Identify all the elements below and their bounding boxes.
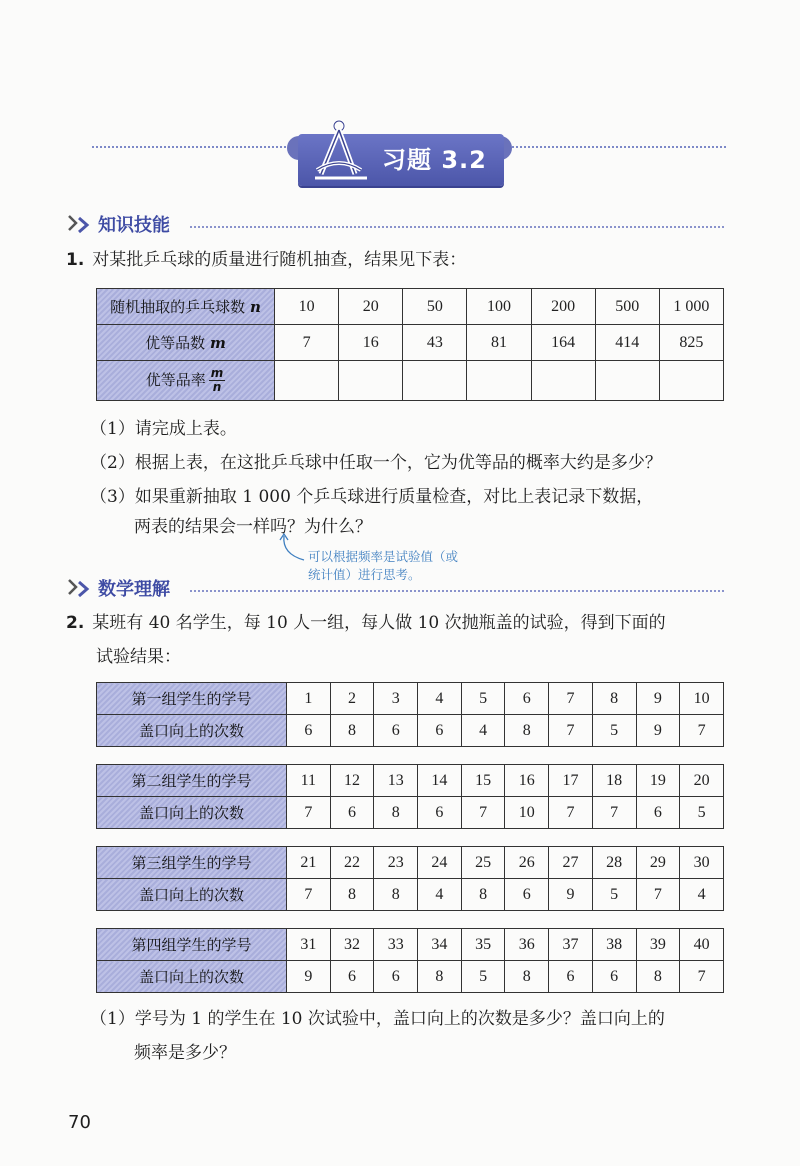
table-cell: 5 bbox=[680, 797, 724, 829]
row-header: 盖口向上的次数 bbox=[97, 961, 287, 993]
table-cell: 6 bbox=[374, 715, 418, 747]
table-cell: 4 bbox=[461, 715, 505, 747]
table-row bbox=[97, 797, 724, 829]
row-header: 第一组学生的学号 bbox=[97, 683, 287, 715]
table-cell: 8 bbox=[418, 961, 462, 993]
table-row bbox=[97, 325, 724, 361]
table-cell: 3 bbox=[374, 683, 418, 715]
table-cell: 6 bbox=[330, 961, 374, 993]
hint-note bbox=[308, 548, 518, 584]
table-cell: 414 bbox=[595, 325, 659, 361]
table-cell: 5 bbox=[461, 683, 505, 715]
chevron-right-icon bbox=[66, 213, 96, 235]
table-cell: 4 bbox=[680, 879, 724, 911]
table-cell: 10 bbox=[505, 797, 549, 829]
table-cell: 5 bbox=[592, 715, 636, 747]
table-cell: 38 bbox=[592, 929, 636, 961]
fraction: $\frac{m}{n}$ bbox=[210, 366, 224, 394]
page-number: 70 bbox=[68, 1112, 91, 1133]
table-cell: 6 bbox=[505, 683, 549, 715]
subquestion-2-1-cont: 频率是多少？ bbox=[134, 1043, 236, 1063]
section-rule bbox=[190, 226, 724, 228]
table-row bbox=[97, 289, 724, 325]
table-cell: 28 bbox=[592, 847, 636, 879]
table-cell: 34 bbox=[418, 929, 462, 961]
question-1 bbox=[66, 247, 466, 273]
table-cell: 17 bbox=[549, 765, 593, 797]
table-cell: 12 bbox=[330, 765, 374, 797]
question-2 bbox=[66, 610, 666, 636]
row-header: 盖口向上的次数 bbox=[97, 797, 287, 829]
table-cell: 8 bbox=[374, 879, 418, 911]
table-cell: 39 bbox=[636, 929, 680, 961]
table-cell: 11 bbox=[287, 765, 331, 797]
table-cell: 18 bbox=[592, 765, 636, 797]
table-cell: 14 bbox=[418, 765, 462, 797]
subquestion-1-3: （3）如果重新抽取 1 000 个乒乓球进行质量检查，对比上表记录下数据， bbox=[90, 487, 654, 507]
banner-rule-left bbox=[92, 146, 302, 148]
table-cell: 6 bbox=[549, 961, 593, 993]
question-text: 对某批乒乓球的质量进行随机抽查，结果见下表： bbox=[92, 250, 467, 270]
table-ping-pong-quality bbox=[96, 288, 724, 401]
question-number: 1. bbox=[66, 250, 85, 270]
table-cell: 29 bbox=[636, 847, 680, 879]
table-cell: 7 bbox=[680, 961, 724, 993]
table-cell: 5 bbox=[592, 879, 636, 911]
table-cell-empty bbox=[531, 361, 595, 401]
table-cell: 6 bbox=[636, 797, 680, 829]
row-header: 优等品数 m bbox=[97, 325, 275, 361]
table-cell: 2 bbox=[330, 683, 374, 715]
table-cell: 24 bbox=[418, 847, 462, 879]
table-cell: 10 bbox=[680, 683, 724, 715]
table-cell: 21 bbox=[287, 847, 331, 879]
table-cell: 7 bbox=[549, 715, 593, 747]
table-cell: 4 bbox=[418, 879, 462, 911]
table-cell-empty bbox=[339, 361, 403, 401]
table-row bbox=[97, 683, 724, 715]
table-cell: 32 bbox=[330, 929, 374, 961]
table-row bbox=[97, 847, 724, 879]
banner-title: 习题 3.2 bbox=[382, 146, 487, 174]
table-cell: 7 bbox=[549, 683, 593, 715]
table-cell: 20 bbox=[680, 765, 724, 797]
table-row bbox=[97, 929, 724, 961]
table-group-2 bbox=[96, 764, 724, 829]
table-cell: 5 bbox=[461, 961, 505, 993]
section-heading-skills bbox=[66, 210, 170, 238]
table-group-4 bbox=[96, 928, 724, 993]
table-cell-empty bbox=[595, 361, 659, 401]
table-cell: 7 bbox=[592, 797, 636, 829]
subquestion-1-3-cont: 两表的结果会一样吗？为什么？ bbox=[134, 517, 372, 537]
row-header: 第二组学生的学号 bbox=[97, 765, 287, 797]
table-cell: 9 bbox=[636, 683, 680, 715]
banner-rule-right bbox=[508, 146, 726, 148]
table-cell: 7 bbox=[461, 797, 505, 829]
table-cell: 23 bbox=[374, 847, 418, 879]
table-cell: 8 bbox=[374, 797, 418, 829]
table-cell: 13 bbox=[374, 765, 418, 797]
table-cell: 15 bbox=[461, 765, 505, 797]
row-header: 随机抽取的乒乓球数 n bbox=[97, 289, 275, 325]
table-cell: 9 bbox=[636, 715, 680, 747]
table-cell: 10 bbox=[275, 289, 339, 325]
table-cell: 7 bbox=[287, 797, 331, 829]
table-cell: 22 bbox=[330, 847, 374, 879]
table-cell: 7 bbox=[287, 879, 331, 911]
table-cell: 1 000 bbox=[659, 289, 723, 325]
table-cell: 100 bbox=[467, 289, 531, 325]
table-row bbox=[97, 961, 724, 993]
table-cell: 8 bbox=[330, 879, 374, 911]
chevron-right-icon bbox=[66, 577, 96, 599]
table-cell: 8 bbox=[505, 961, 549, 993]
table-cell: 43 bbox=[403, 325, 467, 361]
table-cell: 7 bbox=[549, 797, 593, 829]
table-cell: 8 bbox=[636, 961, 680, 993]
table-cell: 31 bbox=[287, 929, 331, 961]
subquestion-1-2: （2）根据上表，在这批乒乓球中任取一个，它为优等品的概率大约是多少？ bbox=[90, 453, 662, 473]
section-rule bbox=[190, 590, 724, 592]
table-cell: 26 bbox=[505, 847, 549, 879]
subquestion-2-1: （1）学号为 1 的学生在 10 次试验中，盖口向上的次数是多少？盖口向上的 bbox=[90, 1009, 665, 1029]
compass-icon bbox=[311, 118, 373, 184]
table-cell: 6 bbox=[330, 797, 374, 829]
row-header: 盖口向上的次数 bbox=[97, 879, 287, 911]
table-cell: 27 bbox=[549, 847, 593, 879]
row-header: 盖口向上的次数 bbox=[97, 715, 287, 747]
question-text: 某班有 40 名学生，每 10 人一组，每人做 10 次抛瓶盖的试验，得到下面的 bbox=[92, 613, 666, 633]
table-cell: 25 bbox=[461, 847, 505, 879]
table-cell: 16 bbox=[505, 765, 549, 797]
table-cell-empty bbox=[403, 361, 467, 401]
table-row bbox=[97, 361, 724, 401]
section-heading-math bbox=[66, 574, 170, 602]
table-cell: 9 bbox=[549, 879, 593, 911]
hint-line: 统计值）进行思考。 bbox=[308, 567, 421, 582]
table-cell: 8 bbox=[505, 715, 549, 747]
table-cell: 7 bbox=[636, 879, 680, 911]
table-cell: 50 bbox=[403, 289, 467, 325]
table-cell-empty bbox=[275, 361, 339, 401]
table-cell: 6 bbox=[418, 797, 462, 829]
table-cell-empty bbox=[659, 361, 723, 401]
table-cell: 20 bbox=[339, 289, 403, 325]
table-cell: 6 bbox=[374, 961, 418, 993]
table-cell: 500 bbox=[595, 289, 659, 325]
hint-line: 可以根据频率是试验值（或 bbox=[308, 549, 459, 564]
table-cell: 9 bbox=[287, 961, 331, 993]
row-header: 第四组学生的学号 bbox=[97, 929, 287, 961]
table-cell: 8 bbox=[330, 715, 374, 747]
question-2-cont: 试验结果： bbox=[96, 647, 181, 667]
table-cell: 200 bbox=[531, 289, 595, 325]
table-cell: 825 bbox=[659, 325, 723, 361]
table-cell: 8 bbox=[461, 879, 505, 911]
table-cell: 36 bbox=[505, 929, 549, 961]
table-cell: 35 bbox=[461, 929, 505, 961]
table-cell-empty bbox=[467, 361, 531, 401]
note-pointer-icon bbox=[270, 530, 312, 572]
table-cell: 7 bbox=[680, 715, 724, 747]
question-number: 2. bbox=[66, 613, 85, 633]
subquestion-1-1: （1）请完成上表。 bbox=[90, 419, 237, 439]
table-cell: 1 bbox=[287, 683, 331, 715]
table-cell: 4 bbox=[418, 683, 462, 715]
table-cell: 16 bbox=[339, 325, 403, 361]
section-title: 数学理解 bbox=[98, 579, 170, 600]
table-cell: 33 bbox=[374, 929, 418, 961]
table-cell: 164 bbox=[531, 325, 595, 361]
table-cell: 6 bbox=[505, 879, 549, 911]
row-header: 第三组学生的学号 bbox=[97, 847, 287, 879]
table-cell: 40 bbox=[680, 929, 724, 961]
table-group-1 bbox=[96, 682, 724, 747]
table-cell: 7 bbox=[275, 325, 339, 361]
table-row bbox=[97, 715, 724, 747]
row-header: 优等品率 $\frac{m}{n}$ bbox=[97, 361, 275, 401]
table-cell: 30 bbox=[680, 847, 724, 879]
section-title: 知识技能 bbox=[98, 215, 170, 236]
table-cell: 6 bbox=[592, 961, 636, 993]
table-row bbox=[97, 765, 724, 797]
table-cell: 19 bbox=[636, 765, 680, 797]
table-cell: 8 bbox=[592, 683, 636, 715]
table-cell: 6 bbox=[287, 715, 331, 747]
table-row bbox=[97, 879, 724, 911]
table-group-3 bbox=[96, 846, 724, 911]
table-cell: 81 bbox=[467, 325, 531, 361]
table-cell: 6 bbox=[418, 715, 462, 747]
table-cell: 37 bbox=[549, 929, 593, 961]
